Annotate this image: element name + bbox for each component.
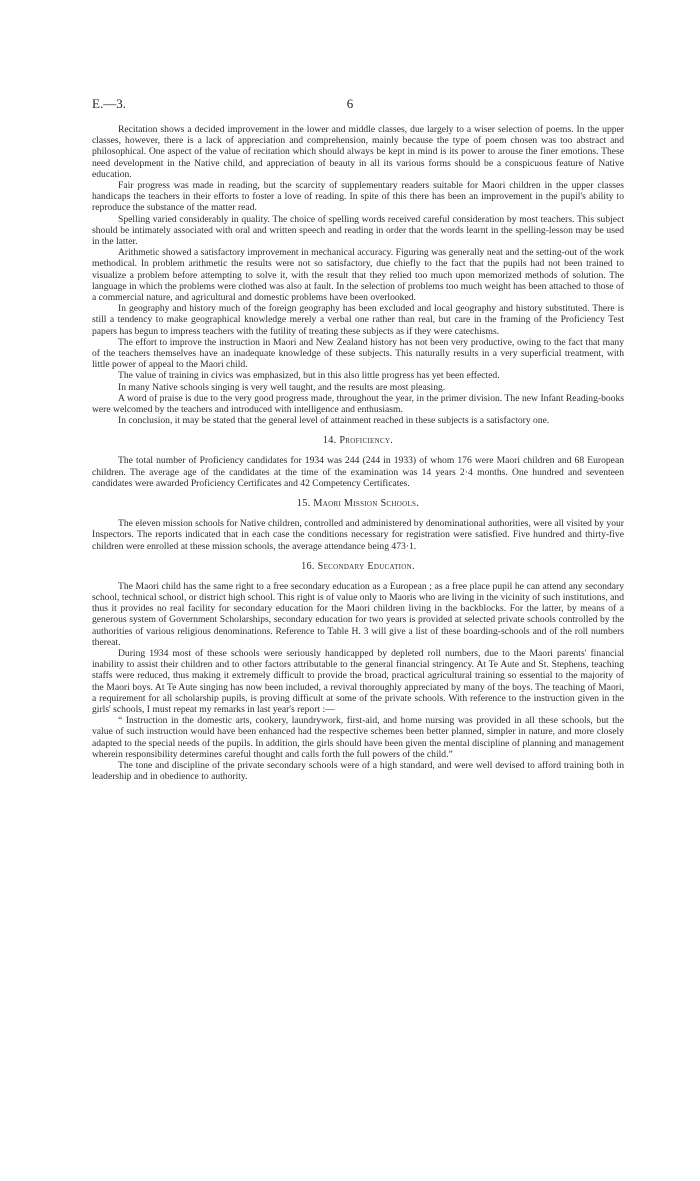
paragraph-recitation: Recitation shows a decided improvement in the lower and middle classes, due largely to a wiser selection of poems. In the upper classes, however, there is a lack of appreciation and comprehension, mainly because the type of poem chosen was too abstract and philosophical. One aspect of the value of recitation which should always be kept in mind is its power to arouse the finer emotions. These need development in the Native child, and appreciation of beauty in all its various forms should be a conspicuous feature of Native education.	[92, 124, 624, 180]
paragraph-geography: In geography and history much of the foreign geography has been excluded and local geography and history substituted. There is still a tendency to make geographical knowledge merely a verbal one rather than real, but care in the framing of the Proficiency Test papers has begun to impress teachers with the futility of treating these subjects as if they were catechisms.	[92, 303, 624, 337]
paragraph-civics: The value of training in civics was emphasized, but in this also little progress has yet been effected.	[118, 370, 500, 382]
paragraph-spelling: Spelling varied considerably in quality. The choice of spelling words received careful consideration by most teachers. This subject should be intimately associated with oral and written speech and reading in order that the words learnt in the spelling-lesson may be used in the latter.	[92, 213, 624, 248]
paragraph-secondary-right: The Maori child has the same right to a free secondary education as a European ; as a free place pupil he can attend any secondary school, technical school, or district high school. This right is of value only to Maoris who are living in the vicinity of such institutions, and thus it provides no real facility for secondary education for the Maori children living in the backblocks. For the latter, by means of a generous system of Government Scholarships, secondary education for two years is provided at selected private schools controlled by the authorities of various religious denominations. Reference to Table H. 3 will give a list of these boarding-schools and of the roll numbers thereat.	[92, 580, 624, 648]
paragraph-conclusion: In conclusion, it may be stated that the general level of attainment reached in these subjects is a satisfactory one.	[118, 415, 550, 427]
document-reference: E.—3.	[92, 96, 126, 111]
paragraph-secondary-1934: During 1934 most of these schools were seriously handicapped by depleted roll numbers, due to the Maori parents' financial inability to assist their children and to other factors attributable to the general financial stringency. At Te Aute and St. Stephens, teaching staffs were reduced, thus making it extremely difficult to provide the broad, practical agricultural training so essential to the majority of the Maori boys. At Te Aute singing has now been included, a revival thoroughly appreciated by many of the boys. The teaching of Maori, a requirement for all scholarship pupils, is proving difficult at some of the private schools. With reference to the instruction given in the girls' schools, I must repeat my remarks in last year's report :—	[92, 647, 624, 715]
section-heading-mission-schools: 15. Maori Mission Schools.	[296, 498, 420, 510]
paragraph-primer: A word of praise is due to the very good progress made, throughout the year, in the primer division. The new Infant Reading-books were welcomed by the teachers and introduced with intelligence and enthusiasm.	[92, 392, 624, 416]
paragraph-reading: Fair progress was made in reading, but the scarcity of supplementary readers suitable for Maori children in the upper classes handicaps the teachers in their efforts to foster a love of reading. In spite of this there has been an improvement in the pupil's ability to reproduce the substance of the matter read.	[92, 180, 624, 214]
paragraph-arithmetic: Arithmetic showed a satisfactory improvement in mechanical accuracy. Figuring was generally neat and the setting-out of the work methodical. In problem arithmetic the results were not so satisfactory, due chiefly to the fact that the pupils had not been trained to visualize a problem before attempting to solve it, with the result that they relied too much upon memorized methods of solution. The language in which the problems were clothed was also at fault. In the selection of problems too much weight has been attached to those of a commercial nature, and agricultural and domestic problems have been overlooked.	[92, 247, 624, 304]
paragraph-proficiency: The total number of Proficiency candidates for 1934 was 244 (244 in 1933) of whom 176 were Maori children and 68 European children. The average age of the candidates at the time of the examination was 14 years 2·4 months. One hundred and seventeen candidates were awarded Proficiency Certificates and 42 Competency Certificates.	[92, 455, 624, 489]
page-body	[92, 124, 624, 782]
quoted-report-paragraph: “ Instruction in the domestic arts, cookery, laundrywork, first-aid, and home nursing was provided in all these schools, but the value of such instruction would have been enhanced had the respective schemes been better planned, simpler in nature, and more closely adapted to the special needs of the pupils. In addition, the girls should have been given the mental discipline of planning and management wherein responsibility determines careful thought and calls forth the full powers of the child.”	[92, 715, 624, 760]
page-header	[92, 96, 608, 112]
paragraph-mission-schools: The eleven mission schools for Native children, controlled and administered by denominational authorities, were all visited by your Inspectors. The reports indicated that in each case the conditions necessary for registration were satisfied. Five hundred and thirty-five children were enrolled at these mission schools, the average attendance being 473·1.	[92, 518, 624, 552]
paragraph-tone-discipline: The tone and discipline of the private secondary schools were of a high standard, and were well devised to afford training both in leadership and in obedience to authority.	[92, 759, 624, 783]
section-heading-secondary-education: 16. Secondary Education.	[301, 560, 415, 572]
paragraph-history: The effort to improve the instruction in Maori and New Zealand history has not been very productive, owing to the fact that many of the teachers themselves have an inadequate knowledge of these subjects. This naturally results in a very superficial treatment, with little power of appeal to the Maori child.	[92, 336, 624, 371]
section-heading-proficiency: 14. Proficiency.	[322, 435, 394, 447]
paragraph-singing: In many Native schools singing is very well taught, and the results are most pleasing.	[118, 381, 446, 393]
page-number: 6	[346, 96, 354, 111]
